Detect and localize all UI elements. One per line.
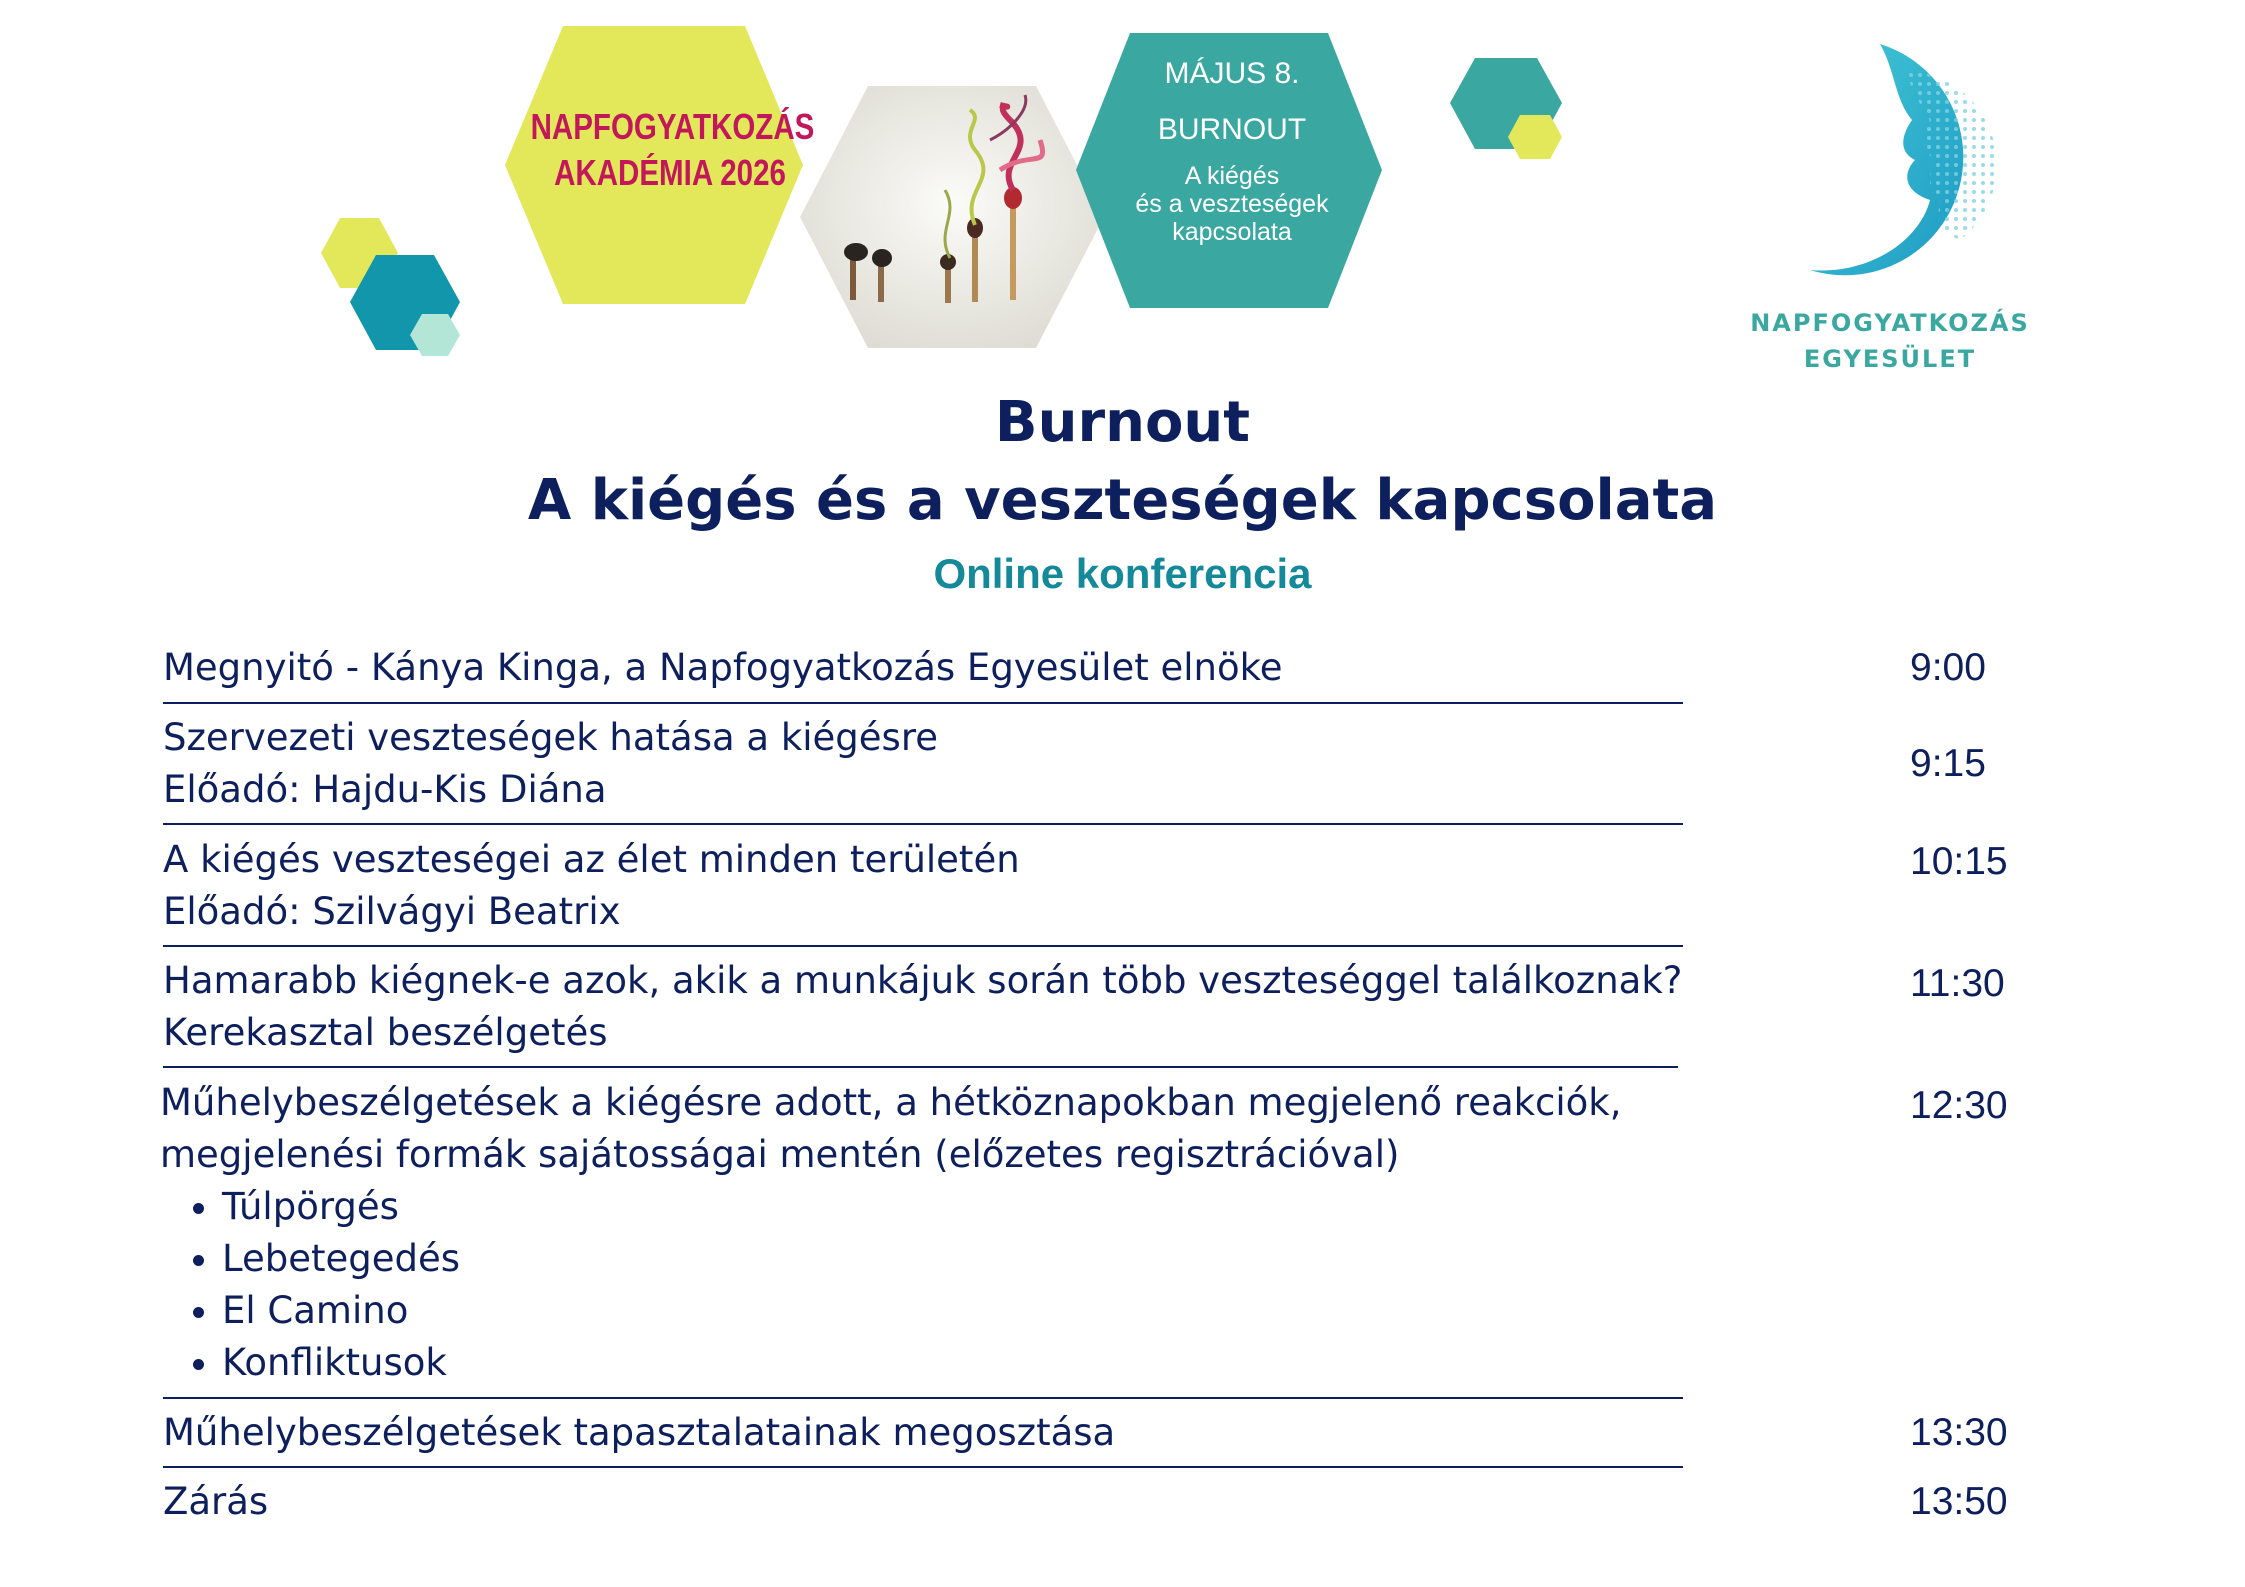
program-item-title: Megnyitó - Kánya Kinga, a Napfogyatkozás Egyesület elnöke [163,646,1283,689]
program-item-speaker: Előadó: Szilvágyi Beatrix [163,890,621,933]
program-item-title: Szervezeti veszteségek hatása a kiégésre [163,716,938,759]
topic-sub2: és a veszteségek [1135,190,1329,218]
program-time-3: 10:15 [1910,840,2008,883]
burnt-matches-image [800,86,1104,348]
list-item: • Konfliktusok [222,1337,1710,1389]
divider [163,945,1683,947]
conference-type: Online konferencia [933,550,1312,597]
workshop-list [160,1181,1710,1389]
program-item-speaker: Kerekasztal beszélgetés [163,1011,608,1054]
academy-line1: NAPFOGYATKOZÁS [530,106,815,147]
divider [163,1466,1683,1468]
org-logo-icon [1810,44,1997,275]
program-item-title: A kiégés veszteségei az élet minden területén [163,838,1020,881]
program-time-1: 9:00 [1910,646,1986,689]
program-item-7 [163,1476,1713,1528]
divider [163,1397,1683,1399]
program-item-3 [163,834,1713,938]
list-item: • Lebetegedés [222,1233,1710,1285]
program-item-4 [163,955,1713,1059]
program-item-6 [163,1407,1713,1459]
program-time-5: 12:30 [1910,1084,2008,1127]
program-item-title-cont: megjelenési formák sajátosságai mentén (előzetes regisztrációval) [160,1133,1400,1176]
event-date: MÁJUS 8. [1164,57,1300,90]
program-item-title: Műhelybeszélgetések tapasztalatainak megosztása [163,1411,1116,1454]
program-item-2 [163,712,1713,816]
list-item: • El Camino [222,1285,1710,1337]
program-item-title: Műhelybeszélgetések a kiégésre adott, a hétköznapokban megjelenő reakciók, [160,1081,1622,1124]
program-time-6: 13:30 [1910,1411,2008,1454]
divider [163,702,1683,704]
list-item: • Túlpörgés [222,1181,1710,1233]
divider [163,1066,1678,1068]
page-title: Burnout [994,390,1251,455]
program-time-2: 9:15 [1910,742,1986,785]
topic-sub3: kapcsolata [1172,218,1292,246]
program-item-title: Zárás [163,1480,269,1523]
program-time-7: 13:50 [1910,1480,2008,1523]
program-item-title: Hamarabb kiégnek-e azok, akik a munkájuk során több veszteséggel találkoznak? [163,959,1683,1002]
program-item-1 [163,642,1713,694]
topic-sub1: A kiégés [1184,162,1280,190]
page-subtitle-title: A kiégés és a veszteségek kapcsolata [527,468,1718,533]
academy-line2: AKADÉMIA 2026 [554,152,786,193]
org-name-line2: EGYESÜLET [1803,345,1977,373]
program-item-5 [160,1077,1710,1389]
org-name [1720,305,2060,377]
program-time-4: 11:30 [1910,962,2005,1005]
date-topic-block [1082,52,1382,246]
academy-label [530,104,815,196]
program-item-speaker: Előadó: Hajdu-Kis Diána [163,768,607,811]
divider [163,823,1683,825]
org-name-line1: NAPFOGYATKOZÁS [1750,309,2030,337]
event-topic: BURNOUT [1157,113,1307,146]
